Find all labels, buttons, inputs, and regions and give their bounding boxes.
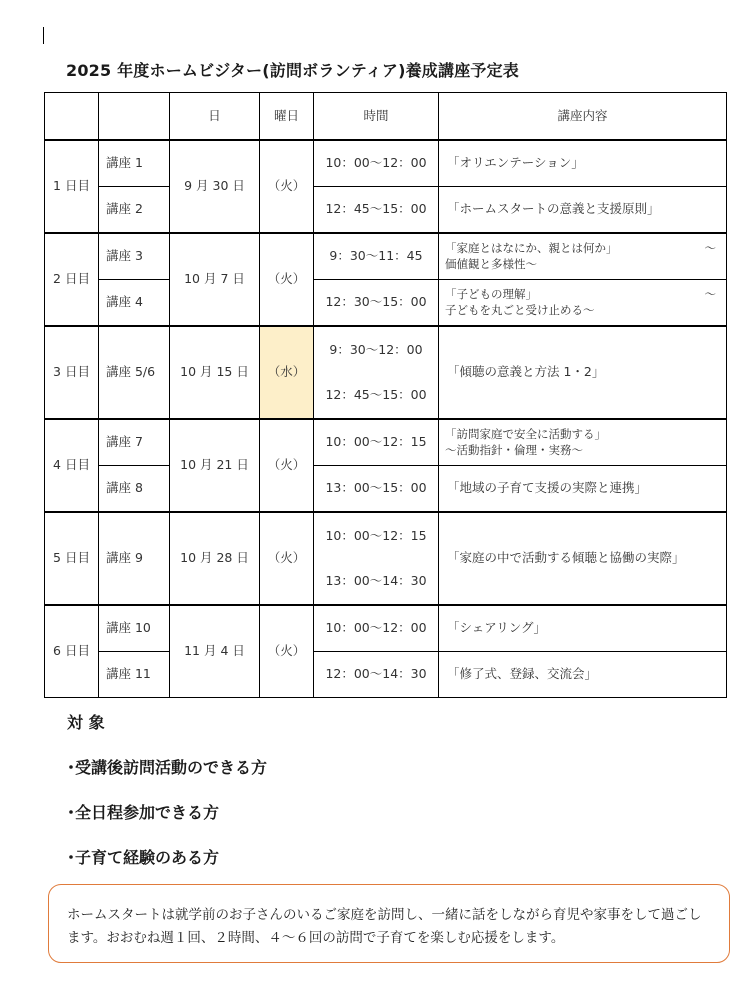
day-cell: 1 日目 xyxy=(45,140,99,233)
day-cell: 4 日目 xyxy=(45,419,99,512)
target-heading: 対 象 xyxy=(67,713,105,732)
content-cell: 「シェアリング」 xyxy=(439,605,727,652)
time-cell: 12：30〜15：00 xyxy=(314,280,439,327)
header-date: 日 xyxy=(170,93,260,141)
time-line: 9：30〜12：00 xyxy=(329,341,423,357)
target-item: ･受講後訪問活動のできる方 xyxy=(67,758,268,777)
content-cell: 「ホームスタートの意義と支援原則」 xyxy=(439,187,727,234)
weekday-cell: （火） xyxy=(260,419,314,512)
table-row xyxy=(45,605,727,652)
weekday-cell: （火） xyxy=(260,605,314,698)
day-cell: 3 日目 xyxy=(45,326,99,419)
weekday-cell: （火） xyxy=(260,233,314,326)
table-row xyxy=(45,233,727,280)
content-cell: 「修了式、登録、交流会」 xyxy=(439,652,727,698)
time-cell xyxy=(314,512,439,605)
weekday-cell: （火） xyxy=(260,140,314,233)
content-tilde: 〜 xyxy=(704,240,716,255)
date-cell: 10 月 21 日 xyxy=(170,419,260,512)
table-row xyxy=(45,419,727,466)
table-row xyxy=(45,140,727,187)
page-title: 2025 年度ホームビジター(訪問ボランティア)養成講座予定表 xyxy=(66,61,520,80)
content-tilde: 〜 xyxy=(704,286,716,301)
text-cursor xyxy=(43,27,44,44)
lecture-name: 講座 10 xyxy=(99,605,170,652)
content-cell: 「地域の子育て支援の実際と連携」 xyxy=(439,466,727,513)
table-row xyxy=(45,466,727,513)
content-cell: 「家庭の中で活動する傾聴と協働の実際」 xyxy=(439,512,727,605)
time-cell: 13：00〜15：00 xyxy=(314,466,439,513)
time-cell: 12：45〜15：00 xyxy=(314,187,439,234)
date-cell: 9 月 30 日 xyxy=(170,140,260,233)
content-line: 「家庭とはなにか、親とは何か」 xyxy=(445,240,618,255)
day-cell: 5 日目 xyxy=(45,512,99,605)
lecture-name: 講座 7 xyxy=(99,419,170,466)
lecture-name: 講座 3 xyxy=(99,233,170,280)
content-line: 〜活動指針・倫理・実務〜 xyxy=(445,442,583,457)
target-item: ･全日程参加できる方 xyxy=(67,803,220,822)
content-cell: 「オリエンテーション」 xyxy=(439,140,727,187)
content-cell xyxy=(439,419,727,466)
content-cell: 「傾聴の意義と方法 1・2」 xyxy=(439,326,727,419)
weekday-cell-highlighted: （水） xyxy=(260,326,314,419)
table-header-row xyxy=(45,93,727,141)
info-text: ホームスタートは就学前のお子さんのいるご家庭を訪問し、一緒に話をしながら育児や家事をして過ごします。おおむね週１回、２時間、４〜６回の訪問で子育てを楽しむ応援をします。 xyxy=(67,907,702,946)
time-cell: 10：00〜12：00 xyxy=(314,140,439,187)
lecture-name: 講座 1 xyxy=(99,140,170,187)
time-line: 13：00〜14：30 xyxy=(325,572,427,588)
lecture-name: 講座 5/6 xyxy=(99,326,170,419)
header-weekday: 曜日 xyxy=(260,93,314,141)
header-time: 時間 xyxy=(314,93,439,141)
weekday-cell: （火） xyxy=(260,512,314,605)
lecture-name: 講座 2 xyxy=(99,187,170,234)
target-item: ･子育て経験のある方 xyxy=(67,848,220,867)
date-cell: 10 月 7 日 xyxy=(170,233,260,326)
lecture-name: 講座 11 xyxy=(99,652,170,698)
lecture-name: 講座 4 xyxy=(99,280,170,327)
table-row xyxy=(45,512,727,605)
content-cell xyxy=(439,280,727,327)
lecture-name: 講座 8 xyxy=(99,466,170,513)
time-cell: 10：00〜12：00 xyxy=(314,605,439,652)
content-line: 「訪問家庭で安全に活動する」 xyxy=(445,426,606,441)
table-row xyxy=(45,326,727,419)
header-content: 講座内容 xyxy=(439,93,727,141)
info-box xyxy=(48,884,730,963)
time-line: 10：00〜12：15 xyxy=(325,527,427,543)
content-line: 「子どもの理解」 xyxy=(445,286,537,301)
date-cell: 10 月 28 日 xyxy=(170,512,260,605)
time-line: 12：45〜15：00 xyxy=(325,386,427,402)
day-cell: 6 日目 xyxy=(45,605,99,698)
table-row xyxy=(45,652,727,698)
schedule-table xyxy=(44,92,727,698)
time-cell xyxy=(314,326,439,419)
date-cell: 10 月 15 日 xyxy=(170,326,260,419)
date-cell: 11 月 4 日 xyxy=(170,605,260,698)
content-line: 子どもを丸ごと受け止める〜 xyxy=(445,302,595,317)
lecture-name: 講座 9 xyxy=(99,512,170,605)
content-cell xyxy=(439,233,727,280)
time-cell: 12：00〜14：30 xyxy=(314,652,439,698)
header-cell xyxy=(45,93,99,141)
day-cell: 2 日目 xyxy=(45,233,99,326)
time-cell: 10：00〜12：15 xyxy=(314,419,439,466)
content-line: 価値観と多様性〜 xyxy=(445,256,537,271)
table-row xyxy=(45,187,727,234)
header-cell xyxy=(99,93,170,141)
table-row xyxy=(45,280,727,327)
time-cell: 9：30〜11：45 xyxy=(314,233,439,280)
